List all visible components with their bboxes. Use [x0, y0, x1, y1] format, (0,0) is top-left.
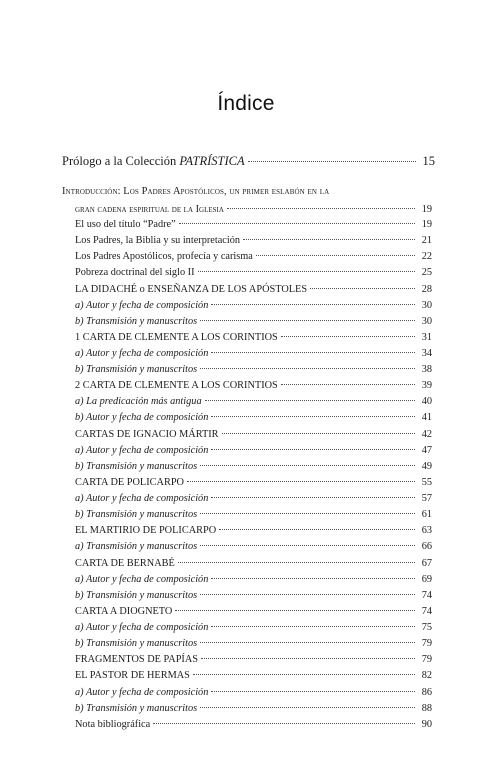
- dot-leader: [153, 712, 415, 724]
- toc-entry-label: b) Autor y fecha de composición: [75, 412, 209, 424]
- toc-entry-label: b) Transmisión y manuscritos: [75, 589, 198, 601]
- dot-leader: [211, 405, 415, 417]
- toc-entry-label: FRAGMENTOS DE PAPÍAS: [75, 654, 199, 666]
- toc-entry-label: a) Autor y fecha de composición: [75, 299, 209, 311]
- dot-leader: [211, 567, 415, 579]
- toc-page-number: 39: [421, 380, 432, 392]
- page-title: Índice: [217, 92, 275, 115]
- toc-entry-label: b) Transmisión y manuscritos: [75, 315, 198, 327]
- toc-entry-label: El uso del título “Padre”: [75, 219, 176, 230]
- dot-leader: [200, 309, 415, 321]
- dot-leader: [179, 212, 415, 224]
- toc-entry-label: b) Transmisión y manuscritos: [75, 509, 198, 521]
- toc-entry-label: a) Autor y fecha de composición: [75, 686, 209, 698]
- dot-leader: [211, 341, 415, 353]
- dot-leader: [211, 438, 415, 450]
- toc-entry-label: b) Transmisión y manuscritos: [75, 364, 198, 376]
- dot-leader: [193, 663, 415, 675]
- dot-leader: [200, 583, 415, 595]
- toc-entry-label: a) Autor y fecha de composición: [75, 573, 209, 585]
- dot-leader: [198, 260, 415, 272]
- toc-page-number: 90: [421, 718, 432, 730]
- toc-entry-label: Pobreza doctrinal del siglo II: [75, 267, 195, 279]
- dot-leader: [200, 696, 415, 708]
- dot-leader: [281, 373, 415, 385]
- toc-page-number: 75: [421, 622, 432, 633]
- dot-leader: [222, 422, 415, 434]
- toc-page-number: 19: [421, 204, 432, 215]
- toc-entry-label: a) Autor y fecha de composición: [75, 493, 209, 504]
- dot-leader: [227, 197, 415, 209]
- toc-entry-label: Los Padres Apostólicos, profecía y carisma: [75, 251, 253, 263]
- dot-leader: [205, 389, 415, 401]
- dot-leader: [211, 680, 415, 692]
- toc-page-number: 69: [421, 573, 432, 585]
- prologo-label-italic: PATRÍSTICA: [179, 154, 245, 168]
- toc-page-number: 28: [421, 283, 432, 295]
- dot-leader: [243, 228, 415, 240]
- dot-leader: [200, 534, 415, 546]
- toc-page-number: 30: [421, 299, 432, 311]
- toc-page-number: 25: [421, 267, 432, 279]
- toc-entry-label: Nota bibliográfica: [75, 718, 151, 730]
- dot-leader: [200, 357, 415, 369]
- dot-leader: [200, 502, 415, 514]
- toc-entry-label: CARTA DE BERNABÉ: [75, 557, 175, 569]
- dot-leader: [211, 615, 415, 627]
- toc-entry-label: b) Transmisión y manuscritos: [75, 460, 198, 472]
- dot-leader: [310, 277, 415, 289]
- toc-page-number: 55: [421, 476, 432, 488]
- toc-page-number: 57: [421, 493, 432, 504]
- toc-entry-label: EL MARTIRIO DE POLICARPO: [75, 525, 217, 537]
- toc-entry-prologo: [62, 153, 435, 168]
- dot-leader: [175, 599, 415, 611]
- toc-page-number: 63: [421, 525, 432, 537]
- dot-leader: [256, 244, 415, 256]
- toc-entry-label: CARTAS DE IGNACIO MÁRTIR: [75, 428, 219, 440]
- toc-page-number: 74: [421, 605, 432, 617]
- dot-leader: [200, 454, 415, 466]
- toc-page-number: 82: [421, 670, 432, 682]
- toc-page-number: 49: [421, 460, 432, 472]
- toc-page-number: 40: [421, 396, 432, 408]
- toc-page-number: 79: [421, 654, 432, 666]
- toc-entry: [75, 715, 432, 731]
- toc-page-number: 31: [421, 331, 432, 343]
- toc-entry-label: a) Autor y fecha de composición: [75, 348, 209, 359]
- toc-entry-label: a) Autor y fecha de composición: [75, 444, 209, 456]
- toc-page-number: 86: [421, 686, 432, 698]
- toc-page-number: 21: [421, 235, 432, 247]
- toc-page-number: 22: [421, 251, 432, 263]
- dot-leader: [211, 293, 415, 305]
- toc-entry-label: CARTA A DIOGNETO: [75, 605, 173, 617]
- toc-page-number: 74: [421, 589, 432, 601]
- toc-page-number: 47: [421, 444, 432, 456]
- toc-page-number: 66: [421, 541, 432, 553]
- toc-page-number: 30: [421, 315, 432, 327]
- dot-leader: [219, 518, 415, 530]
- toc-page-number: 15: [422, 154, 435, 168]
- dot-leader: [178, 551, 415, 563]
- prologo-label-text: Prólogo a la Colección: [62, 154, 180, 168]
- toc-page-number: 41: [421, 412, 432, 424]
- dot-leader: [201, 647, 415, 659]
- toc-page-number: 34: [421, 348, 432, 359]
- toc-entry-label: [62, 155, 245, 168]
- toc-entry-label: b) Transmisión y manuscritos: [75, 702, 198, 714]
- toc-page-number: 88: [421, 702, 432, 714]
- dot-leader: [187, 470, 415, 482]
- dot-leader: [281, 325, 415, 337]
- toc-page-number: 38: [421, 364, 432, 376]
- dot-leader: [200, 631, 415, 643]
- toc-entry-label: CARTA DE POLICARPO: [75, 476, 184, 488]
- toc-page-number: 42: [421, 428, 432, 440]
- dot-leader: [248, 150, 416, 162]
- toc-entry-label: Los Padres, la Biblia y su interpretación: [75, 235, 240, 247]
- toc-page-number: 19: [421, 219, 432, 230]
- toc-page-number: 61: [421, 509, 432, 521]
- toc-entry-label: b) Transmisión y manuscritos: [75, 638, 198, 650]
- toc-entry-label: a) La predicación más antigua: [75, 396, 202, 408]
- toc-entry-label: EL PASTOR DE HERMAS: [75, 670, 190, 682]
- intro-heading-line2: gran cadena espiritual de la Iglesia: [75, 204, 224, 215]
- dot-leader: [211, 486, 415, 498]
- toc-entry-label: a) Autor y fecha de composición: [75, 622, 209, 633]
- toc-page-number: 67: [421, 557, 432, 569]
- toc-entry-label: LA DIDACHÉ o ENSEÑANZA DE LOS APÓSTOLES: [75, 283, 308, 295]
- toc-entry-label: 2 CARTA DE CLEMENTE A LOS CORINTIOS: [75, 380, 278, 392]
- toc-entry-label: a) Transmisión y manuscritos: [75, 541, 198, 553]
- toc-page-number: 79: [421, 638, 432, 650]
- toc-entry-label: 1 CARTA DE CLEMENTE A LOS CORINTIOS: [75, 331, 278, 343]
- intro-heading-line1: Introducción: Los Padres Apostólicos, un primer eslabón en la: [62, 186, 330, 197]
